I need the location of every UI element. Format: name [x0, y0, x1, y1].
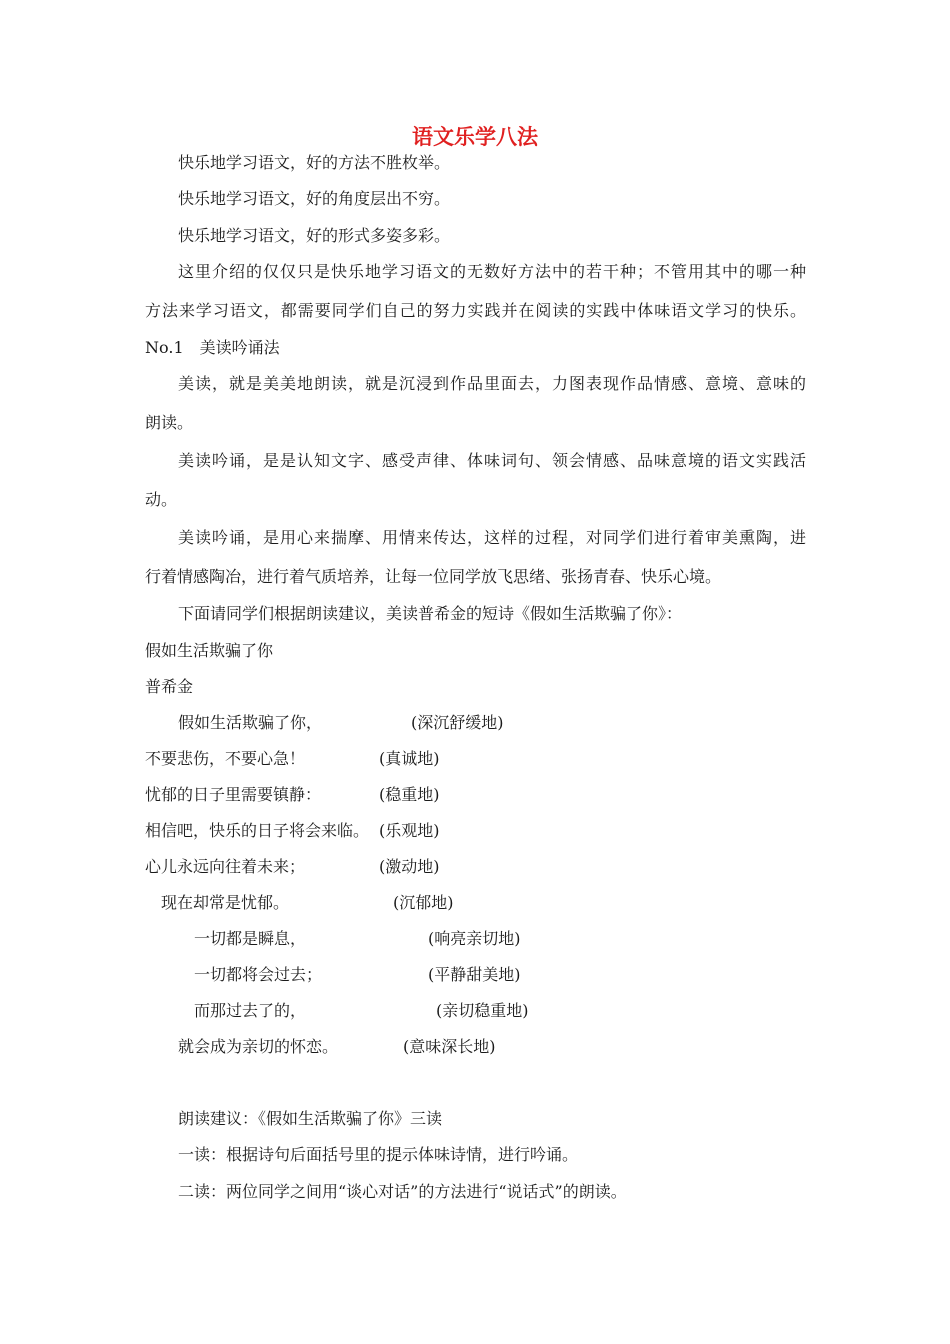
poem-line-note: (平静甜美地)	[428, 965, 521, 984]
paragraph-4: 下面请同学们根据朗读建议，美读普希金的短诗《假如生活欺骗了你》：	[178, 604, 683, 623]
poem-title: 假如生活欺骗了你	[145, 641, 274, 660]
poem-line-note: (亲切稳重地)	[436, 1001, 529, 1020]
poem-line: 现在却常是忧郁。	[161, 893, 290, 912]
poem-line: 一切都将会过去；	[194, 965, 323, 984]
poem-line-note: (激动地)	[379, 857, 440, 876]
poem-line: 相信吧，快乐的日子将会来临。	[145, 821, 370, 840]
poem-line: 不要悲伤，不要心急！	[145, 749, 306, 768]
page-title: 语文乐学八法	[412, 124, 538, 149]
intro-paragraph-line-2: 方法来学习语文，都需要同学们自己的努力实践并在阅读的实践中体味语文学习的快乐。	[145, 301, 806, 320]
poem-line-note: (沉郁地)	[393, 893, 454, 912]
poem-author: 普希金	[145, 677, 194, 696]
intro-paragraph-line-1: 这里介绍的仅仅只是快乐地学习语文的无数好方法中的若干种；不管用其中的哪一种	[178, 262, 806, 281]
poem-line: 一切都是瞬息，	[194, 929, 307, 948]
poem-line-note: (深沉舒缓地)	[411, 713, 504, 732]
poem-line-note: (稳重地)	[379, 785, 440, 804]
paragraph-1-line-2: 朗读。	[145, 413, 194, 432]
intro-line-2: 快乐地学习语文，好的角度层出不穷。	[178, 189, 451, 208]
poem-line-note: (意味深长地)	[403, 1037, 496, 1056]
poem-line: 而那过去了的，	[194, 1001, 307, 1020]
section-heading: No.1 美读吟诵法	[145, 338, 280, 357]
poem-line: 心儿永远向往着未来；	[145, 857, 306, 876]
paragraph-3-line-1: 美读吟诵，是用心来揣摩、用情来传达，这样的过程，对同学们进行着审美熏陶，进	[178, 528, 806, 547]
poem-line: 假如生活欺骗了你，	[178, 713, 323, 732]
poem-line-note: (响亮亲切地)	[428, 929, 521, 948]
paragraph-1-line-1: 美读，就是美美地朗读，就是沉浸到作品里面去，力图表现作品情感、意境、意味的	[178, 374, 806, 393]
reading-advice-item-2: 二读：两位同学之间用“谈心对话”的方法进行“说话式”的朗读。	[178, 1182, 627, 1201]
paragraph-2-line-2: 动。	[145, 490, 178, 509]
poem-line: 就会成为亲切的怀恋。	[178, 1037, 339, 1056]
intro-line-1: 快乐地学习语文，好的方法不胜枚举。	[178, 153, 451, 172]
poem-line: 忧郁的日子里需要镇静：	[145, 785, 322, 804]
poem-line-note: (真诚地)	[379, 749, 440, 768]
reading-advice-item-1: 一读：根据诗句后面括号里的提示体味诗情，进行吟诵。	[178, 1145, 579, 1164]
reading-advice-heading: 朗读建议：《假如生活欺骗了你》三读	[178, 1109, 443, 1128]
poem-line-note: (乐观地)	[379, 821, 440, 840]
paragraph-2-line-1: 美读吟诵，是是认知文字、感受声律、体味词句、领会情感、品味意境的语文实践活	[178, 451, 806, 470]
paragraph-3-line-2: 行着情感陶冶，进行着气质培养，让每一位同学放飞思绪、张扬青春、快乐心境。	[145, 567, 722, 586]
intro-line-3: 快乐地学习语文，好的形式多姿多彩。	[178, 226, 451, 245]
